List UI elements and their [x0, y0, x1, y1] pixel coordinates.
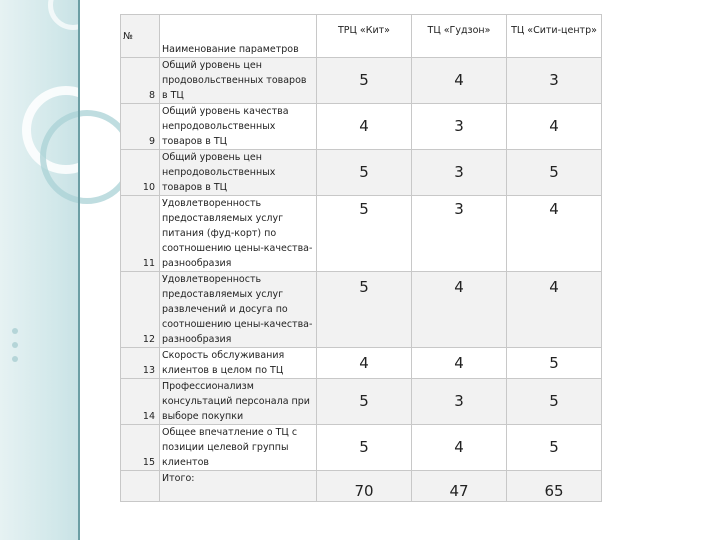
table-row — [121, 150, 602, 196]
row-value: 4 — [317, 348, 412, 379]
decorative-ring — [48, 0, 98, 30]
row-name: Общий уровень цен продовольственных товаров в ТЦ — [160, 58, 317, 104]
table-row — [121, 425, 602, 471]
row-value: 5 — [507, 150, 602, 196]
row-value: 5 — [317, 196, 412, 272]
header-num: № — [121, 15, 160, 58]
table-row — [121, 348, 602, 379]
parameters-table — [120, 14, 602, 502]
row-num-empty — [121, 471, 160, 502]
total-value: 47 — [412, 471, 507, 502]
table-row — [121, 379, 602, 425]
row-num: 14 — [121, 379, 160, 425]
table-row — [121, 104, 602, 150]
row-value: 5 — [317, 150, 412, 196]
decorative-side-panel — [0, 0, 78, 540]
row-name: Общее впечатление о ТЦ с позиции целевой группы клиентов — [160, 425, 317, 471]
table-header-row — [121, 15, 602, 58]
table-total-row — [121, 471, 602, 502]
row-name: Общий уровень цен непродовольственных товаров в ТЦ — [160, 150, 317, 196]
row-value: 5 — [507, 348, 602, 379]
row-value: 4 — [507, 272, 602, 348]
row-value: 5 — [317, 58, 412, 104]
row-value: 5 — [507, 425, 602, 471]
row-num: 10 — [121, 150, 160, 196]
row-name: Удовлетворенность предоставляемых услуг питания (фуд-корт) по соотношению цены-качества-разнообразия — [160, 196, 317, 272]
row-num: 15 — [121, 425, 160, 471]
table-row — [121, 196, 602, 272]
row-value: 4 — [507, 104, 602, 150]
row-value: 4 — [507, 196, 602, 272]
header-col-gudzon: ТЦ «Гудзон» — [412, 15, 507, 58]
row-num: 12 — [121, 272, 160, 348]
row-value: 3 — [507, 58, 602, 104]
decorative-dots — [12, 320, 20, 370]
row-value: 4 — [317, 104, 412, 150]
row-num: 11 — [121, 196, 160, 272]
row-value: 5 — [317, 272, 412, 348]
table-row — [121, 58, 602, 104]
row-name: Удовлетворенность предоставляемых услуг развлечений и досуга по соотношению цены-качества-разнообразия — [160, 272, 317, 348]
total-value: 65 — [507, 471, 602, 502]
row-value: 4 — [412, 58, 507, 104]
row-name: Общий уровень качества непродовольственных товаров в ТЦ — [160, 104, 317, 150]
row-name: Профессионализм консультаций персонала при выборе покупки — [160, 379, 317, 425]
row-value: 5 — [317, 379, 412, 425]
row-value: 4 — [412, 348, 507, 379]
row-value: 4 — [412, 272, 507, 348]
table-row — [121, 272, 602, 348]
row-num: 13 — [121, 348, 160, 379]
side-divider — [78, 0, 80, 540]
row-value: 3 — [412, 150, 507, 196]
row-value: 3 — [412, 379, 507, 425]
row-value: 5 — [507, 379, 602, 425]
row-value: 3 — [412, 196, 507, 272]
header-col-city-center: ТЦ «Сити-центр» — [507, 15, 602, 58]
row-value: 3 — [412, 104, 507, 150]
row-value: 4 — [412, 425, 507, 471]
row-name: Скорость обслуживания клиентов в целом по ТЦ — [160, 348, 317, 379]
row-value: 5 — [317, 425, 412, 471]
total-value: 70 — [317, 471, 412, 502]
total-label: Итого: — [160, 471, 317, 502]
header-name: Наименование параметров — [160, 15, 317, 58]
header-col-kit: ТРЦ «Кит» — [317, 15, 412, 58]
row-num: 8 — [121, 58, 160, 104]
row-num: 9 — [121, 104, 160, 150]
